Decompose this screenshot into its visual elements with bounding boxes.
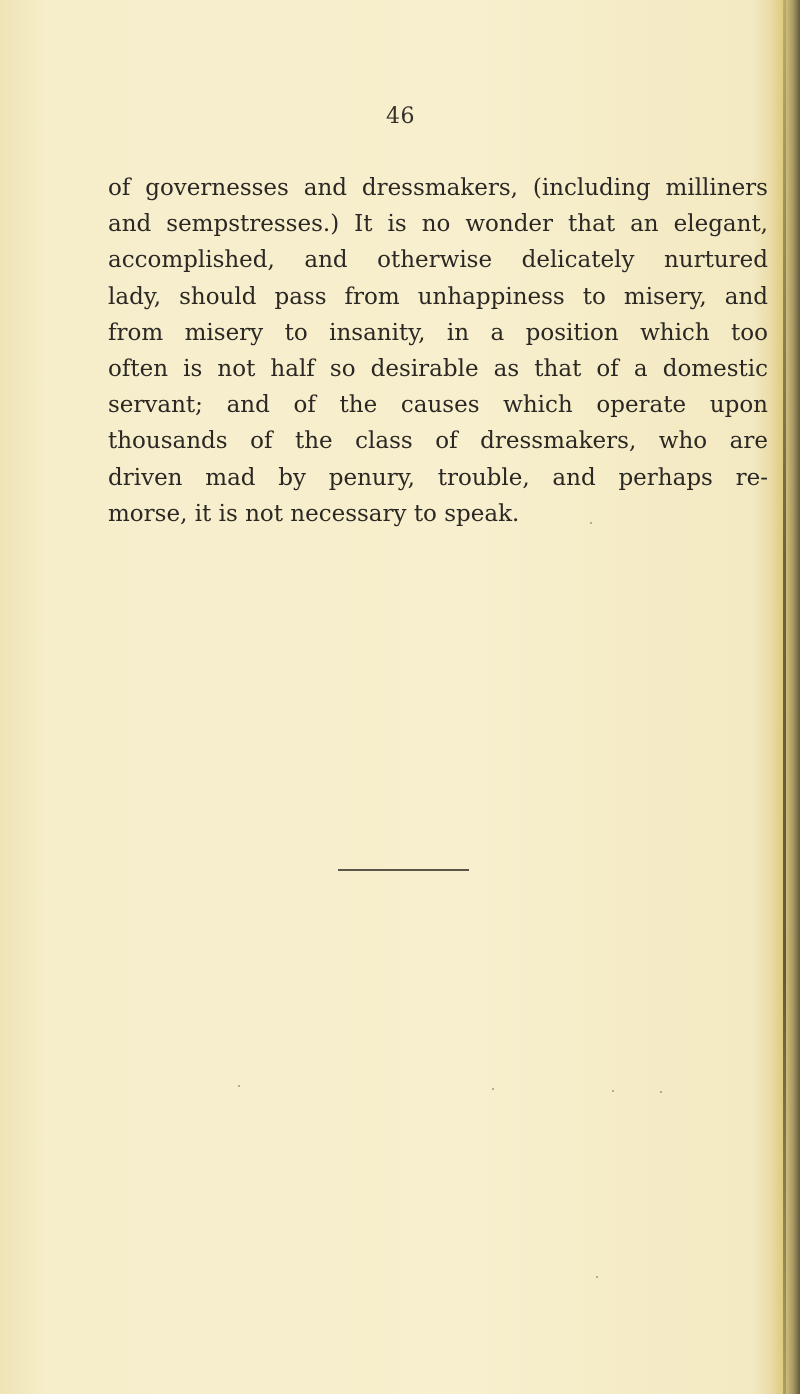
paper-speck [596,1276,598,1278]
text-line: from misery to insanity, in a position which too [108,319,768,346]
text-line: of governesses and dressmakers, (including milliners [108,175,768,201]
paper-speck [492,1088,494,1090]
text-line: driven mad by penury, trouble, and perhaps re- [108,464,768,491]
text-line: servant; and of the causes which operate upon [108,392,768,419]
paper-speck [612,1090,614,1092]
text-line: accomplished, and otherwise delicately nurtured [108,247,768,274]
binding-edge [783,0,786,1394]
paper-speck [238,1085,240,1087]
paper-speck [590,522,592,524]
page-number: 46 [386,104,415,129]
paper-speck [660,1091,662,1093]
text-line: morse, it is not necessary to speak. [108,500,520,527]
text-line: lady, should pass from unhappiness to misery, and [108,283,768,310]
body-paragraph [108,170,768,532]
text-line: thousands of the class of dressmakers, who are [108,428,768,455]
text-line: often is not half so desirable as that of a domestic [108,356,768,383]
section-divider-rule [338,869,469,871]
text-line: and sempstresses.) It is no wonder that an elegant, [108,211,768,238]
